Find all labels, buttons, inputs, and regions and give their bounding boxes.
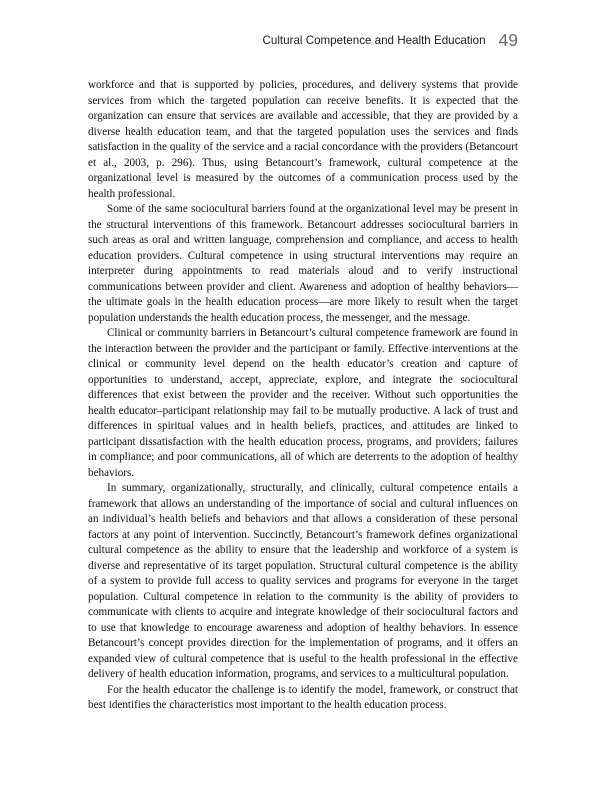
paragraph: In summary, organizationally, structurally, and clinically, cultural competence entails a framework that allows an understanding of the importance of social and cultural influences on an individual’s health beliefs and behaviors and that allows a consideration of these personal factors at any point of intervention. Succinctly, Betancourt’s framework defines organizational cultural competence as the ability to ensure that the leadership and workforce of a system is diverse and representative of its target population. Structural cultural competence is the ability of a system to provide full access to quality services and programs for everyone in the target population. Cultural competence in relation to the community is the ability of providers to communicate with clients to acquire and integrate knowledge of their sociocultural factors and to use that knowledge to encourage awareness and adoption of healthy behaviors. In essence Betancourt’s concept provides direction for the implementation of programs, and it offers an expanded view of cultural competence that is useful to the health professional in the effective delivery of health education information, programs, and services to a multicultural population. xyxy=(88,482,518,680)
paragraph: Some of the same sociocultural barriers found at the organizational level may be present in the structural interventions of this framework. Betancourt addresses sociocultural barriers in such areas as oral and written language, comprehension and compliance, and access to health education providers. Cultural competence in using structural interventions may require an interpreter during appointments to read materials aloud and to verify instructional communications between provider and client. Awareness and adoption of healthy behaviors—the ultimate goals in the health education process—are more likely to result when the target population understands the health education process, the messenger, and the message. xyxy=(88,203,518,324)
running-title: Cultural Competence and Health Education xyxy=(262,34,486,47)
paragraph: Clinical or community barriers in Betancourt’s cultural competence framework are found in the interaction between the provider and the participant or family. Effective interventions at the clinical or community level depend on the health educator’s creation and capture of opportunities to understand, accept, appreciate, explore, and integrate the sociocultural differences that exist between the provider and the receiver. Without such opportunities the health educator–participant relationship may fail to be mutually productive. A lack of trust and differences in spiritual values and in health beliefs, practices, and attitudes are linked to participant dissatisfaction with the health education process, programs, and providers; failures in compliance; and poor communications, all of which are deterrents to the adoption of healthy behaviors. xyxy=(88,327,518,479)
running-header xyxy=(0,30,518,51)
page-number: 49 xyxy=(498,30,518,50)
body-text xyxy=(88,78,518,714)
paragraph-continued: workforce and that is supported by policies, procedures, and delivery systems that provide services from which the targeted population can receive benefits. It is expected that the organization can ensure that services are available and accessible, that they are provided by a diverse health education team, and that the targeted population uses the services and finds satisfaction in the quality of the service and a racial concordance with the providers (Betancourt et al., 2003, p. 296). Thus, using Betancourt’s framework, cultural competence at the organizational level is measured by the outcomes of a communication process used by the health professional. xyxy=(88,79,518,200)
paragraph: For the health educator the challenge is to identify the model, framework, or construct that best identifies the characteristics most important to the health education process. xyxy=(88,683,518,711)
